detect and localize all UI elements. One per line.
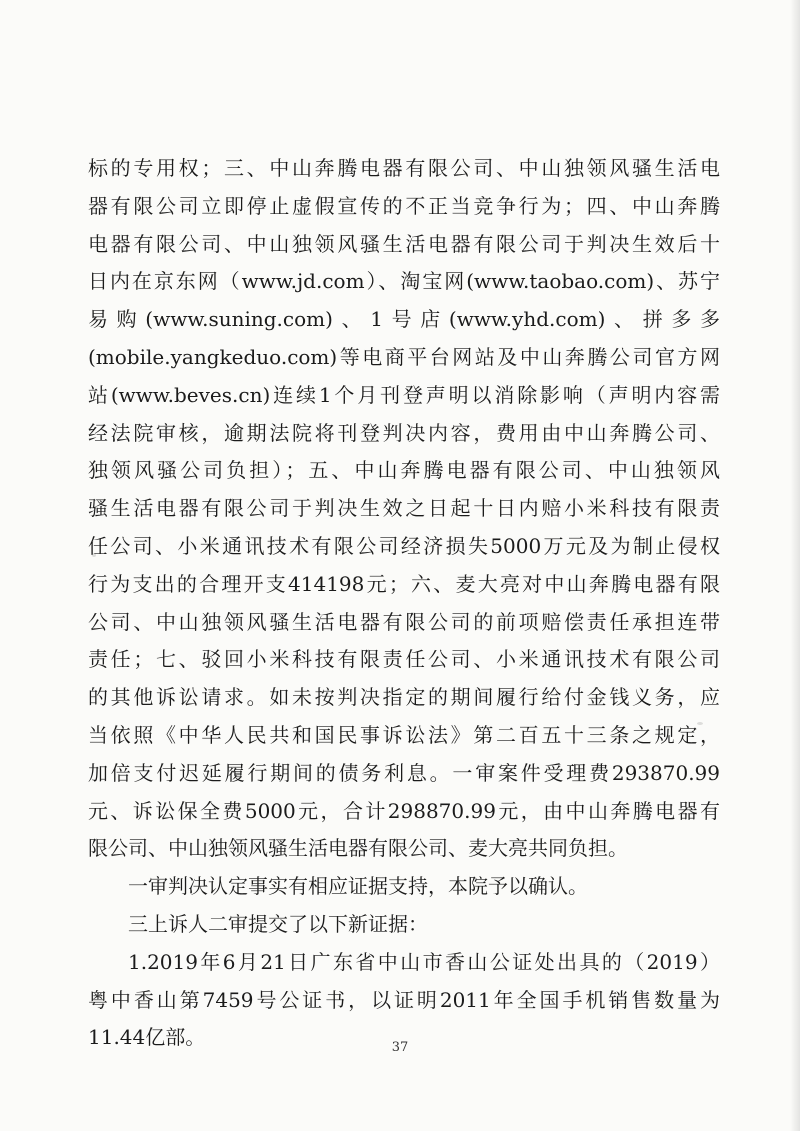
paragraph-line: 的其他诉讼请求。如未按判决指定的期间履行给付金钱义务，应 [88, 685, 720, 710]
paragraph-line: 11.44亿部。 [88, 1025, 206, 1050]
paragraph-line: 器有限公司立即停止虚假宣传的不正当竞争行为；四、中山奔腾 [88, 193, 720, 218]
paragraph-line: 独领风骚公司负担）；五、中山奔腾电器有限公司、中山独领风 [88, 458, 720, 483]
paragraph-line: 责任；七、驳回小米科技有限责任公司、小米通讯技术有限公司 [88, 647, 720, 672]
paragraph-line: (mobile.yangkeduo.com)等电商平台网站及中山奔腾公司官方网 [88, 344, 720, 369]
paragraph-line: 限公司、中山独领风骚生活电器有限公司、麦大亮共同负担。 [88, 836, 628, 861]
paragraph-line: 三上诉人二审提交了以下新证据： [128, 911, 428, 936]
paragraph-line: 易购(www.suning.com)、1号店(www.yhd.com)、拼多多 [88, 307, 720, 332]
paragraph-line: 公司、中山独领风骚生活电器有限公司的前项赔偿责任承担连带 [88, 609, 720, 634]
page-number: 37 [391, 1040, 409, 1055]
paragraph-line: 标的专用权；三、中山奔腾电器有限公司、中山独领风骚生活电 [88, 156, 720, 180]
scan-edge-shadow [790, 0, 800, 1131]
paragraph-line: 1.2019年6月21日广东省中山市香山公证处出具的（2019） [128, 949, 720, 974]
paragraph-line: 元、诉讼保全费5000元，合计298870.99元，由中山奔腾电器有 [88, 798, 720, 823]
paragraph-line: 站(www.beves.cn)连续1个月刊登声明以消除影响（声明内容需 [88, 382, 720, 407]
paragraph-line: 骚生活电器有限公司于判决生效之日起十日内赔小米科技有限责 [88, 496, 720, 521]
paragraph-line: 行为支出的合理开支414198元；六、麦大亮对中山奔腾电器有限 [88, 571, 720, 596]
paragraph-line: 当依照《中华人民共和国民事诉讼法》第二百五十三条之规定， [88, 722, 720, 747]
paragraph-line: 粤中香山第7459号公证书，以证明2011年全国手机销售数量为 [88, 987, 720, 1012]
paragraph-line: 任公司、小米通讯技术有限公司经济损失5000万元及为制止侵权 [88, 533, 720, 558]
paragraph-line: 日内在京东网（www.jd.com）、淘宝网(www.taobao.com)、苏宁 [88, 269, 720, 294]
paragraph-line: 一审判决认定事实有相应证据支持，本院予以确认。 [128, 874, 588, 899]
paragraph-line: 加倍支付迟延履行期间的债务利息。一审案件受理费293870.99 [88, 760, 720, 785]
paragraph-line: 电器有限公司、中山独领风骚生活电器有限公司于判决生效后十 [88, 231, 720, 256]
paragraph-line: 经法院审核，逾期法院将刊登判决内容，费用由中山奔腾公司、 [88, 420, 720, 445]
document-body [88, 150, 720, 1057]
